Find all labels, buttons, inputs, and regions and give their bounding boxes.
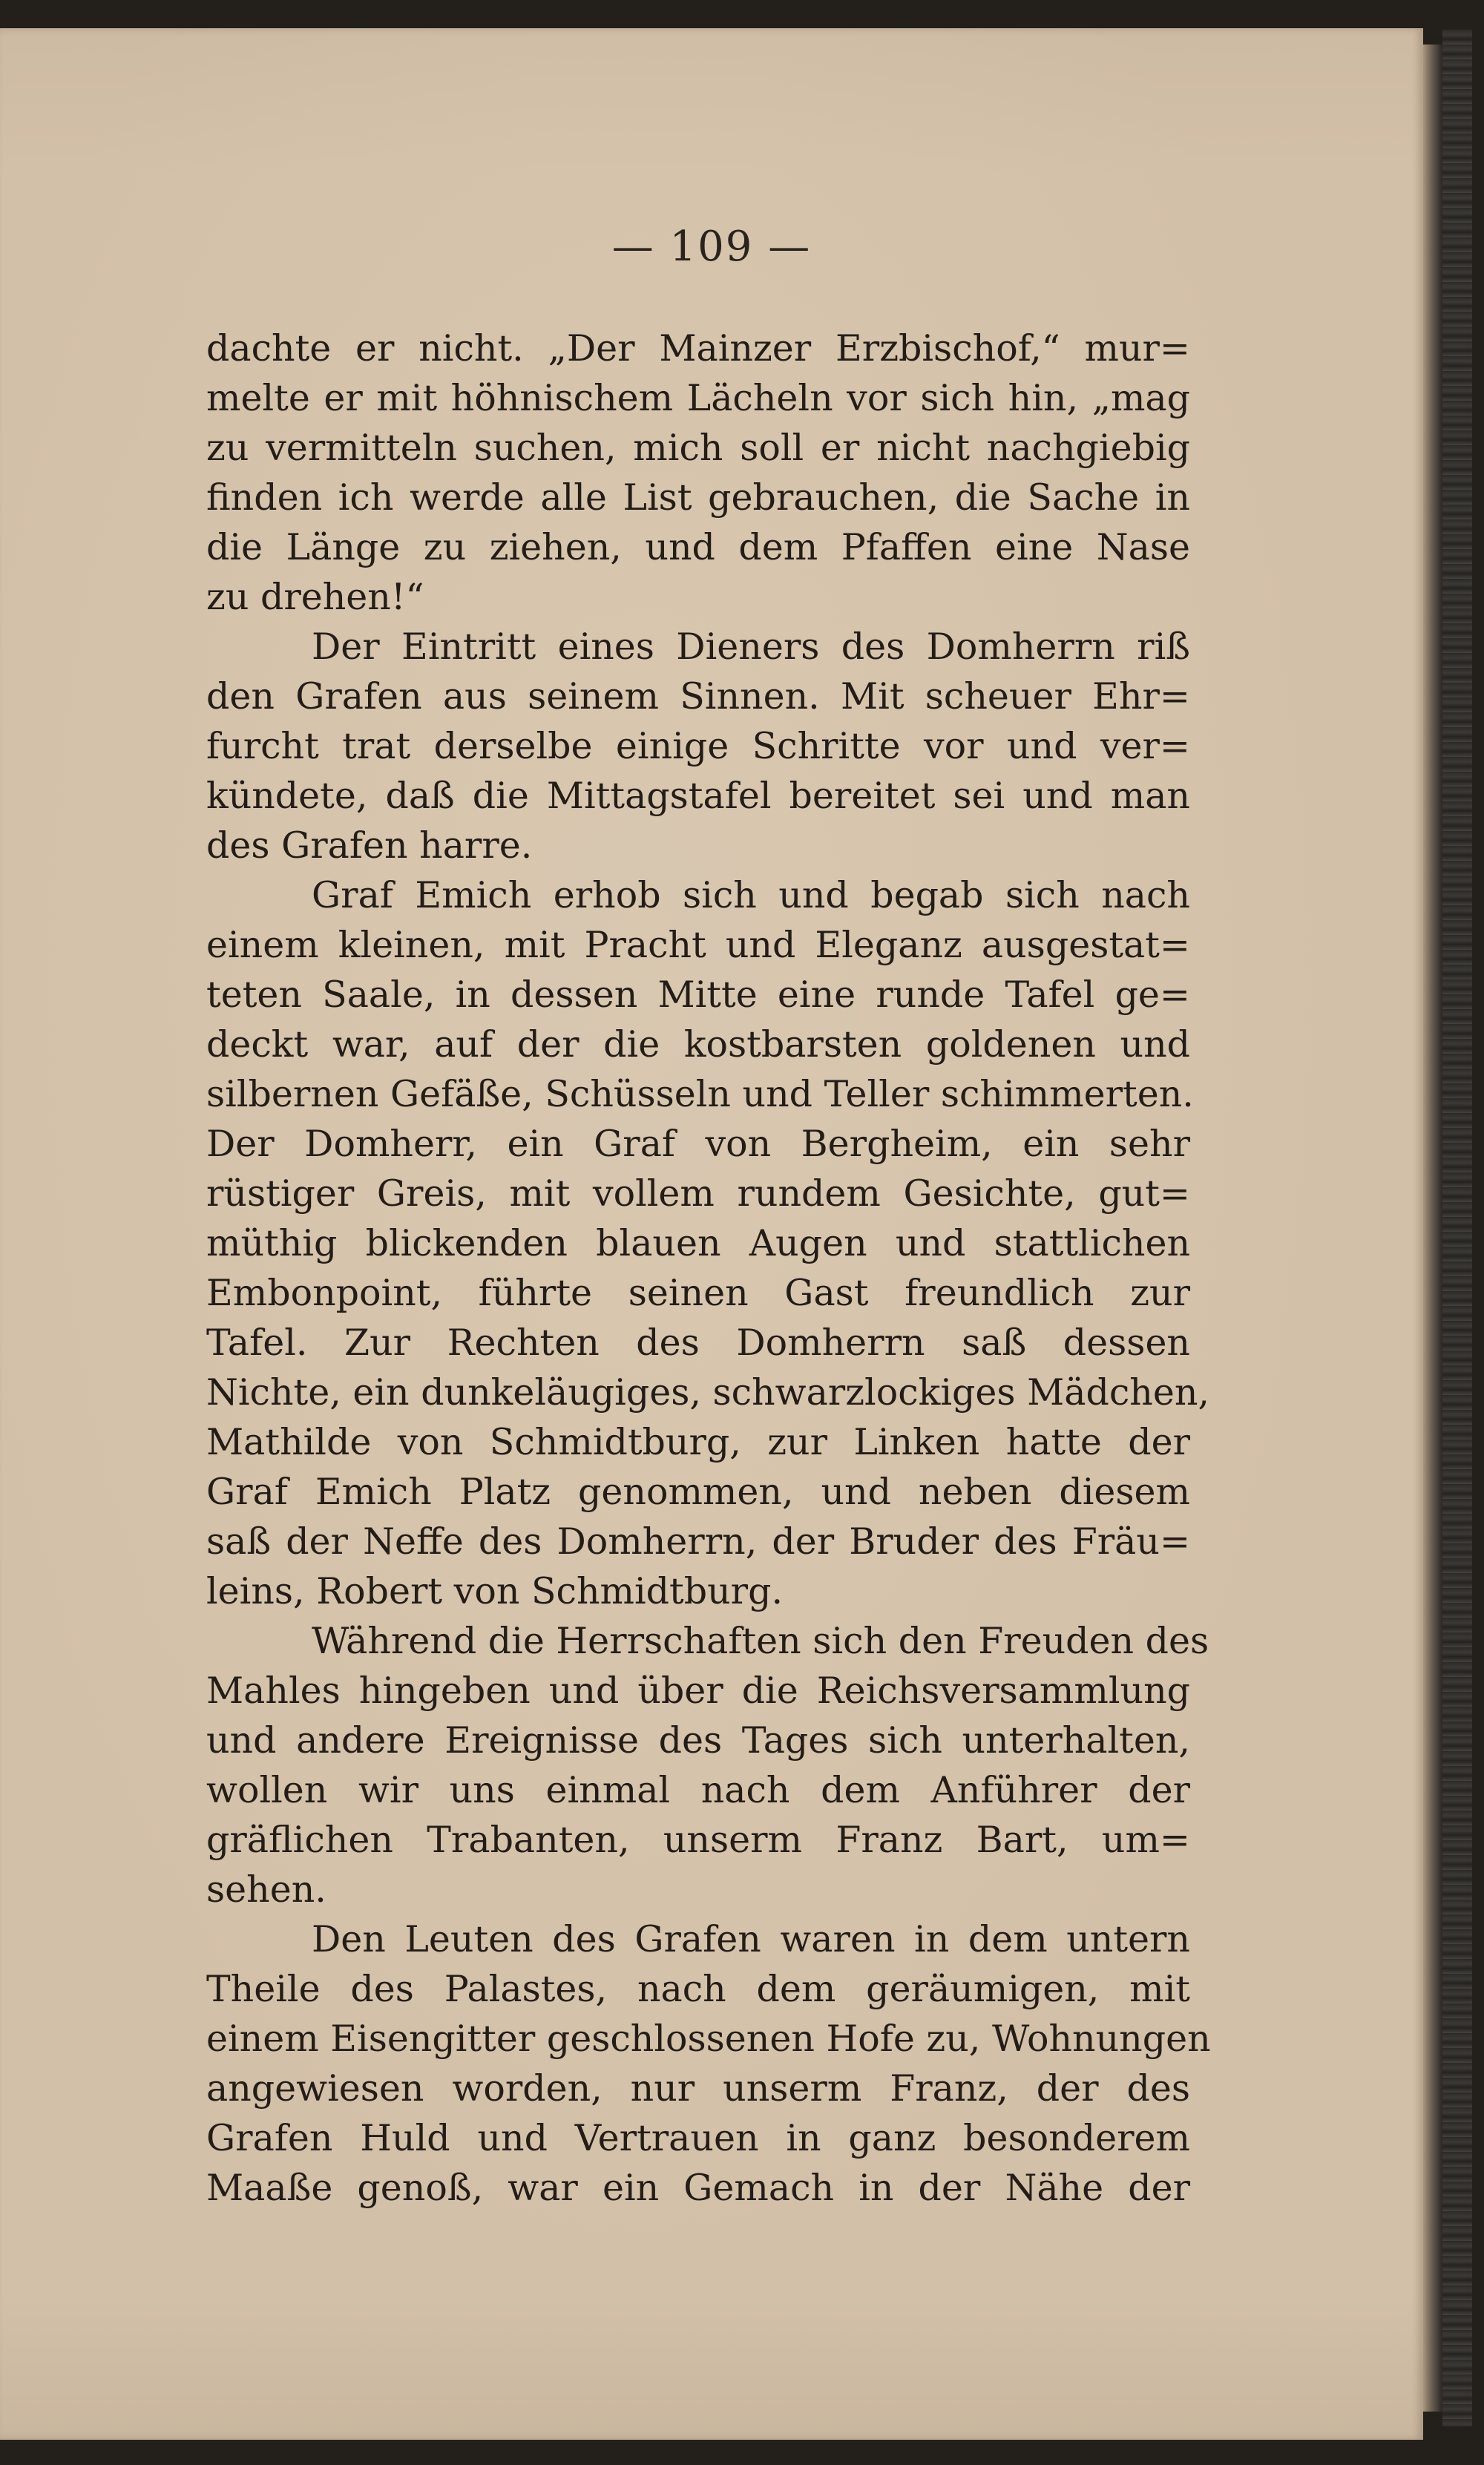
text-line: finden ich werde alle List gebrauchen, die Sache in	[206, 476, 1190, 519]
text-line: Mathilde von Schmidtburg, zur Linken hatte der	[206, 1421, 1190, 1463]
text-line: angewiesen worden, nur unserm Franz, der des	[206, 2067, 1190, 2110]
text-line: sehen.	[206, 1868, 326, 1911]
text-line: teten Saale, in dessen Mitte eine runde Tafel ge=	[206, 974, 1190, 1016]
text-line: und andere Ereignisse des Tages sich unterhalten,	[206, 1719, 1190, 1762]
text-line: furcht trat derselbe einige Schritte vor und ver=	[206, 725, 1190, 767]
text-line: einem kleinen, mit Pracht und Eleganz ausgestat=	[206, 924, 1190, 966]
text-line: kündete, daß die Mittagstafel bereitet sei und man	[206, 775, 1190, 817]
page-number: — 109 —	[611, 223, 812, 271]
text-line: Während die Herrschaften sich den Freuden des	[312, 1620, 1209, 1662]
text-line: Maaße genoß, war ein Gemach in der Nähe der	[206, 2167, 1190, 2209]
text-line: die Länge zu ziehen, und dem Pfaffen eine Nase	[206, 526, 1190, 568]
text-line: müthig blickenden blauen Augen und stattlichen	[206, 1222, 1190, 1264]
text-line: den Grafen aus seinem Sinnen. Mit scheuer Ehr=	[206, 675, 1190, 718]
text-line: Embonpoint, führte seinen Gast freundlich zur	[206, 1272, 1190, 1314]
text-line: zu vermitteln suchen, mich soll er nicht nachgiebig	[206, 427, 1190, 469]
text-line: Tafel. Zur Rechten des Domherrn saß dessen	[206, 1322, 1190, 1364]
text-line: Nichte, ein dunkeläugiges, schwarzlockiges Mädchen,	[206, 1371, 1209, 1414]
text-line: melte er mit höhnischem Lächeln vor sich hin, „mag	[206, 377, 1190, 419]
text-line: zu drehen!“	[206, 576, 424, 618]
text-line: des Grafen harre.	[206, 824, 533, 867]
text-line: saß der Neffe des Domherrn, der Bruder des Fräu=	[206, 1520, 1190, 1563]
text-line: silbernen Gefäße, Schüsseln und Teller schimmerten.	[206, 1073, 1194, 1115]
text-line: Graf Emich Platz genommen, und neben diesem	[206, 1471, 1190, 1513]
text-line: Mahles hingeben und über die Reichsversammlung	[206, 1670, 1190, 1712]
book-cover-edge	[1442, 30, 1472, 2426]
text-line: Graf Emich erhob sich und begab sich nach	[312, 874, 1190, 916]
text-line: gräflichen Trabanten, unserm Franz Bart, um=	[206, 1819, 1190, 1861]
text-line: deckt war, auf der die kostbarsten goldenen und	[206, 1023, 1190, 1066]
text-line: Theile des Palastes, nach dem geräumigen, mit	[206, 1968, 1190, 2010]
page-edge	[1423, 45, 1442, 2412]
text-line: rüstiger Greis, mit vollem rundem Gesichte, gut=	[206, 1172, 1190, 1215]
text-line: einem Eisengitter geschlossenen Hofe zu, Wohnungen	[206, 2018, 1211, 2060]
text-line: Den Leuten des Grafen waren in dem untern	[312, 1918, 1190, 1960]
text-line: wollen wir uns einmal nach dem Anführer der	[206, 1769, 1190, 1811]
text-line: Der Eintritt eines Dieners des Domherrn riß	[312, 626, 1190, 668]
text-line: leins, Robert von Schmidtburg.	[206, 1570, 784, 1612]
text-line: Der Domherr, ein Graf von Bergheim, ein sehr	[206, 1123, 1190, 1165]
text-line: Grafen Huld und Vertrauen in ganz besonderem	[206, 2117, 1190, 2159]
body-text	[206, 324, 1211, 2213]
text-line: dachte er nicht. „Der Mainzer Erzbischof,“ mur=	[206, 327, 1190, 370]
